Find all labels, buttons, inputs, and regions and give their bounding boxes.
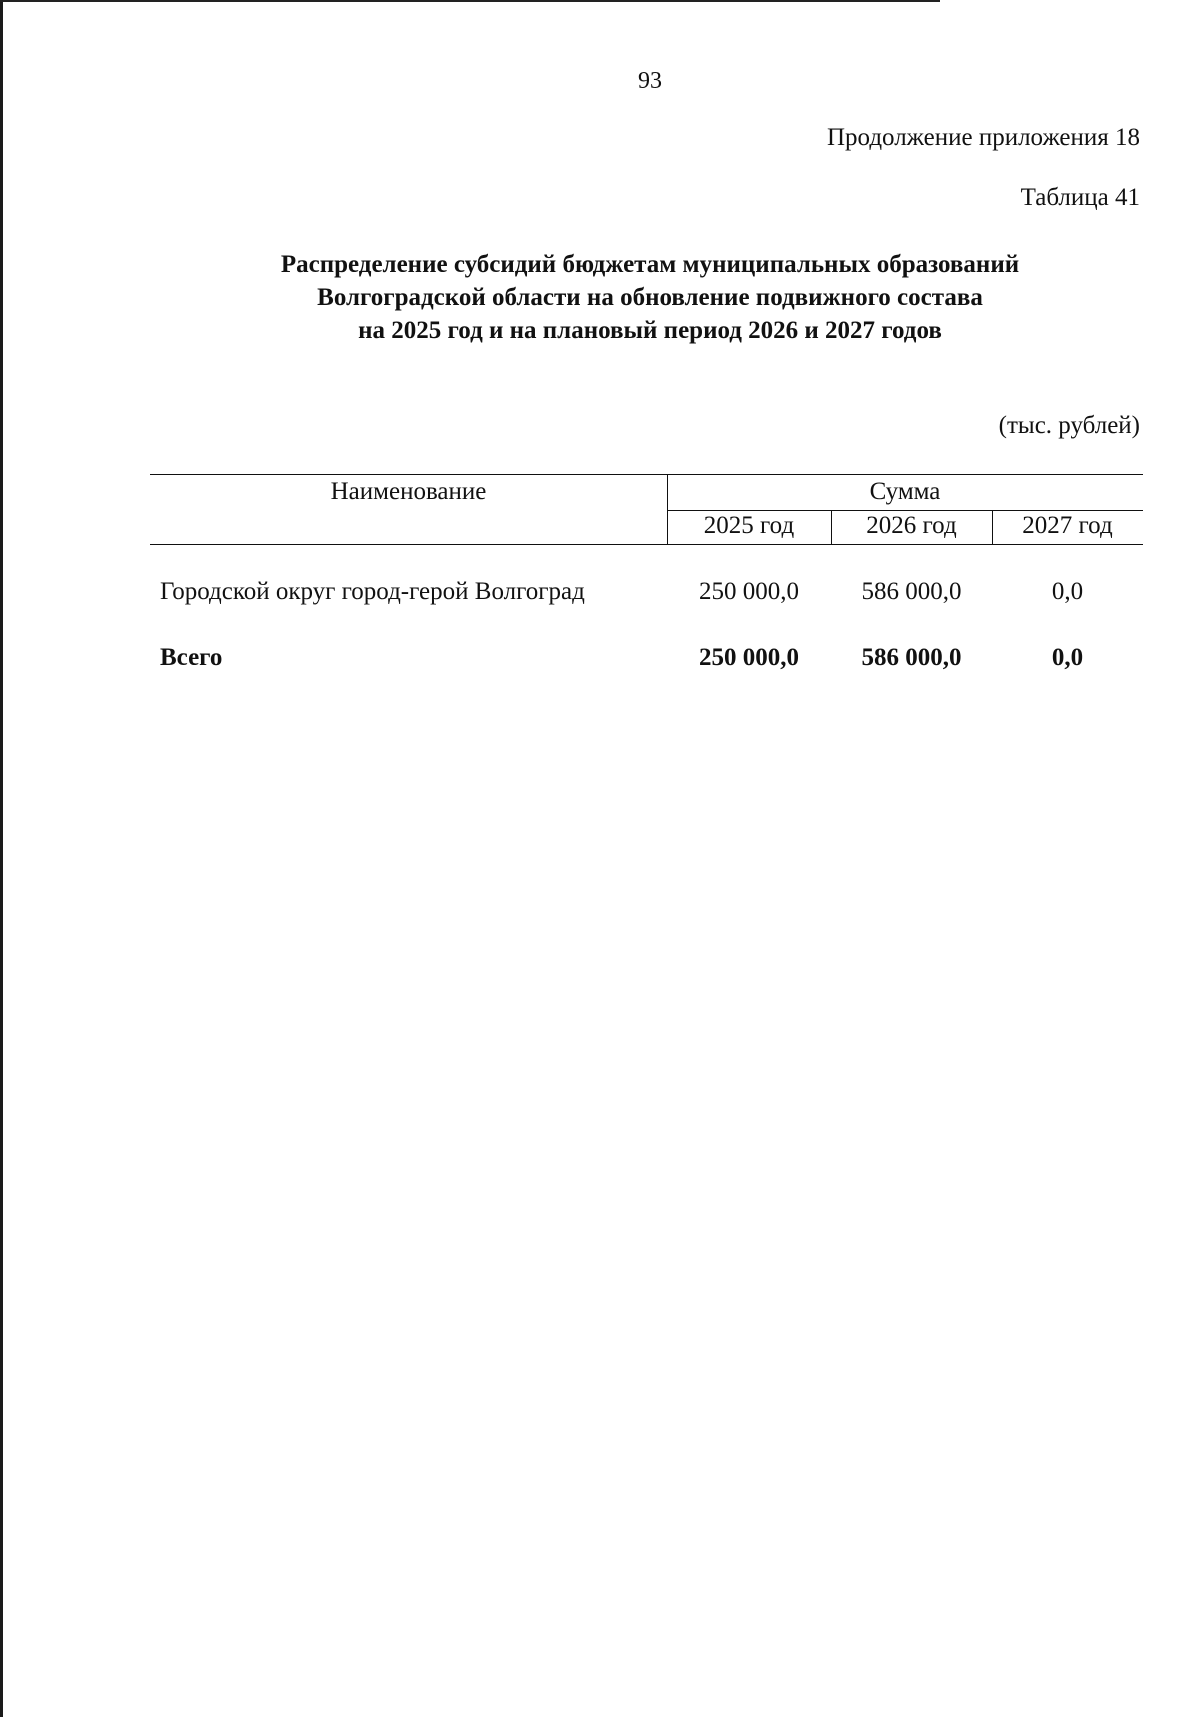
header-year-2027: 2027 год [1022, 512, 1113, 539]
row-value-2026: 586 000,0 [861, 578, 962, 605]
total-value-2026: 586 000,0 [861, 644, 962, 671]
header-bottom-rule [150, 544, 1143, 545]
header-sum: Сумма [869, 478, 941, 505]
page-number: 93 [638, 68, 662, 94]
table-number: Таблица 41 [1020, 184, 1140, 211]
scan-edge-left [0, 0, 3, 1717]
header-year-2026: 2026 год [866, 512, 957, 539]
title-line-3: на 2025 год и на плановый период 2026 и 2027 годов [358, 317, 942, 344]
sum-header-rule [667, 510, 1143, 511]
row-value-2027: 0,0 [1051, 578, 1084, 605]
total-label: Всего [160, 644, 223, 671]
table-top-rule [150, 474, 1143, 475]
appendix-note: Продолжение приложения 18 [826, 124, 1140, 151]
document-title [150, 248, 1150, 347]
header-name: Наименование [330, 478, 487, 505]
units-label: (тыс. рублей) [998, 412, 1140, 439]
total-value-2027: 0,0 [1051, 644, 1084, 671]
row-value-2025: 250 000,0 [699, 578, 799, 605]
row-name: Городской округ город-герой Волгоград [160, 578, 585, 605]
title-line-1: Распределение субсидий бюджетам муниципальных образований [280, 251, 1020, 278]
title-line-2: Волгоградской области на обновление подвижного состава [317, 284, 983, 311]
total-value-2025: 250 000,0 [699, 644, 799, 671]
header-year-2025: 2025 год [703, 512, 795, 539]
scan-edge-top [0, 0, 940, 2]
